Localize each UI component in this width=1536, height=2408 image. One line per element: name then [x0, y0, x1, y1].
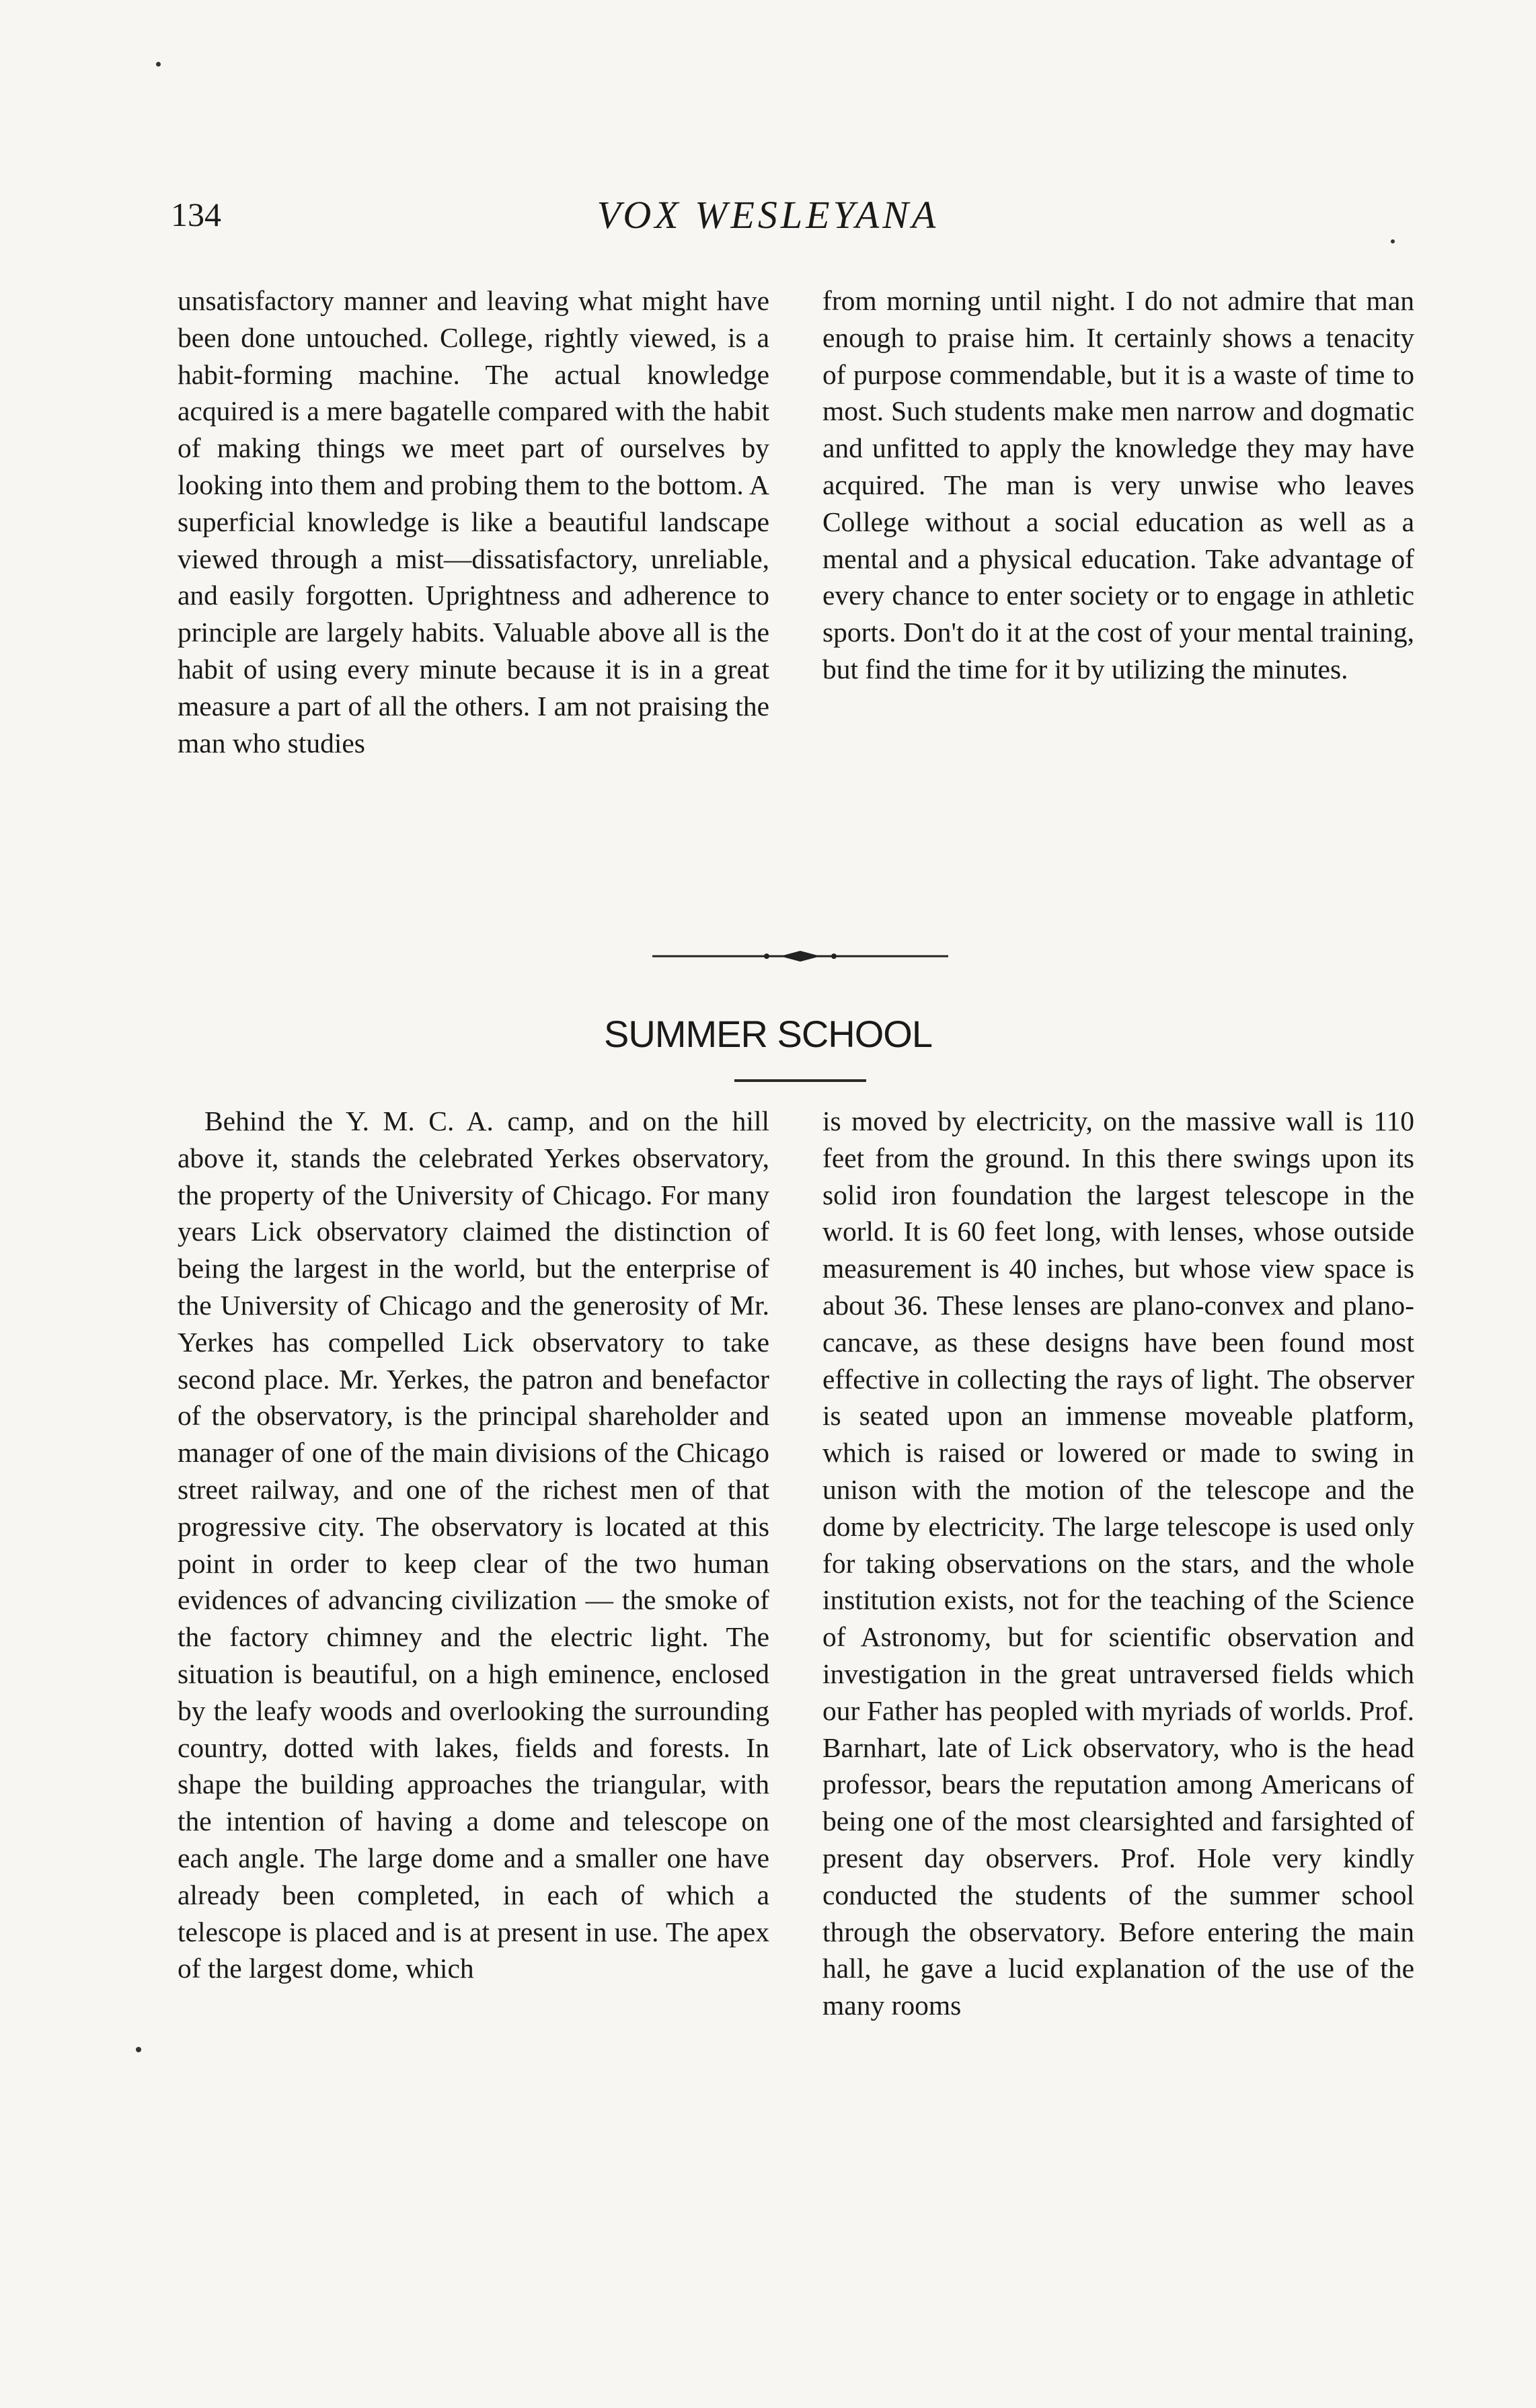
top-right-paragraph: from morning until night. I do not admire that man enough to praise him. It certainly shows a tenacity of purpose commendable, but it is a waste of time to most. Such students make men narrow and dogmatic and unfitted to apply the knowledge they may have acquired. The man is very unwise who leaves College without a social education as well as a mental and a physical education. Take advantage of every chance to enter society or to engage in athletic sports. Don't do it at the cost of your mental training, but find the time for it by utilizing the minutes.: [822, 285, 1414, 685]
top-left-paragraph: unsatisfactory manner and leaving what might have been done untouched. College, rightly viewed, is a habit-forming machine. The actual knowledge acquired is a mere bagatelle compared with the habit of making things we meet part of ourselves by looking into them and probing them to the bottom. A superficial knowledge is like a beautiful landscape viewed through a mist—dissatisfactory, unreliable, and easily forgotten. Uprightness and adherence to principle are largely habits. Valuable above all is the habit of using every minute because it is in a great measure a part of all the others. I am not praising the man who studies: [178, 285, 769, 759]
page-number: 134: [171, 196, 221, 233]
print-speck: [156, 62, 161, 67]
summer-right-paragraph: is moved by electricity, on the massive wall is 110 feet from the ground. In this there swings upon its solid iron foundation the largest telescope in the world. It is 60 feet long, with lenses, whose outside measurement is 40 inches, but whose view space is about 36. These lenses are plano-convex and plano-cancave, as these designs have been found most effective in collecting the rays of light. The observer is seated upon an immense moveable platform, which is raised or lowered or made to swing in unison with the motion of the telescope and the dome by electricity. The large telescope is used only for taking observations on the stars, and the whole institution exists, not for the teaching of the Science of Astronomy, but for scientific observation and investigation in the great untraversed fields which our Father has peopled with myriads of worlds. Prof. Barnhart, late of Lick observatory, who is the head professor, bears the reputation among Americans of being one of the most clearsighted and farsighted of present day observers. Prof. Hole very kindly conducted the students of the summer school through the observatory. Before entering the main hall, he gave a lucid explanation of the use of the many rooms: [822, 1105, 1414, 2021]
print-speck: [136, 2047, 141, 2052]
summer-left-column: [178, 1103, 769, 2206]
section-title: SUMMER SCHOOL: [604, 1013, 932, 1055]
top-right-column: [822, 282, 1414, 874]
running-title: VOX WESLEYANA: [597, 193, 939, 237]
print-speck: [1391, 239, 1395, 243]
summer-right-column: [822, 1103, 1414, 2206]
summer-left-paragraph: Behind the Y. M. C. A. camp, and on the hill above it, stands the celebrated Yerkes observatory, the property of the University of Chicago. For many years Lick observatory claimed the distinction of being the largest in the world, but the enterprise of the University of Chicago and the generosity of Mr. Yerkes has compelled Lick observatory to take second place. Mr. Yerkes, the patron and benefactor of the observatory, is the principal shareholder and manager of one of the main divisions of the Chicago street railway, and one of the richest men of that progressive city. The observatory is located at this point in order to keep clear of the two human evidences of advancing civilization — the smoke of the factory chimney and the electric light. The situation is beautiful, on a high eminence, enclosed by the leafy woods and overlooking the surrounding country, dotted with lakes, fields and forests. In shape the building approaches the triangular, with the intention of having a dome and telescope on each angle. The large dome and a smaller one have already been completed, in each of which a telescope is placed and is at present in use. The apex of the largest dome, which: [178, 1105, 769, 1984]
top-left-column: [178, 282, 769, 874]
section-divider-ornament: [646, 948, 955, 964]
title-underline: [734, 1079, 866, 1082]
